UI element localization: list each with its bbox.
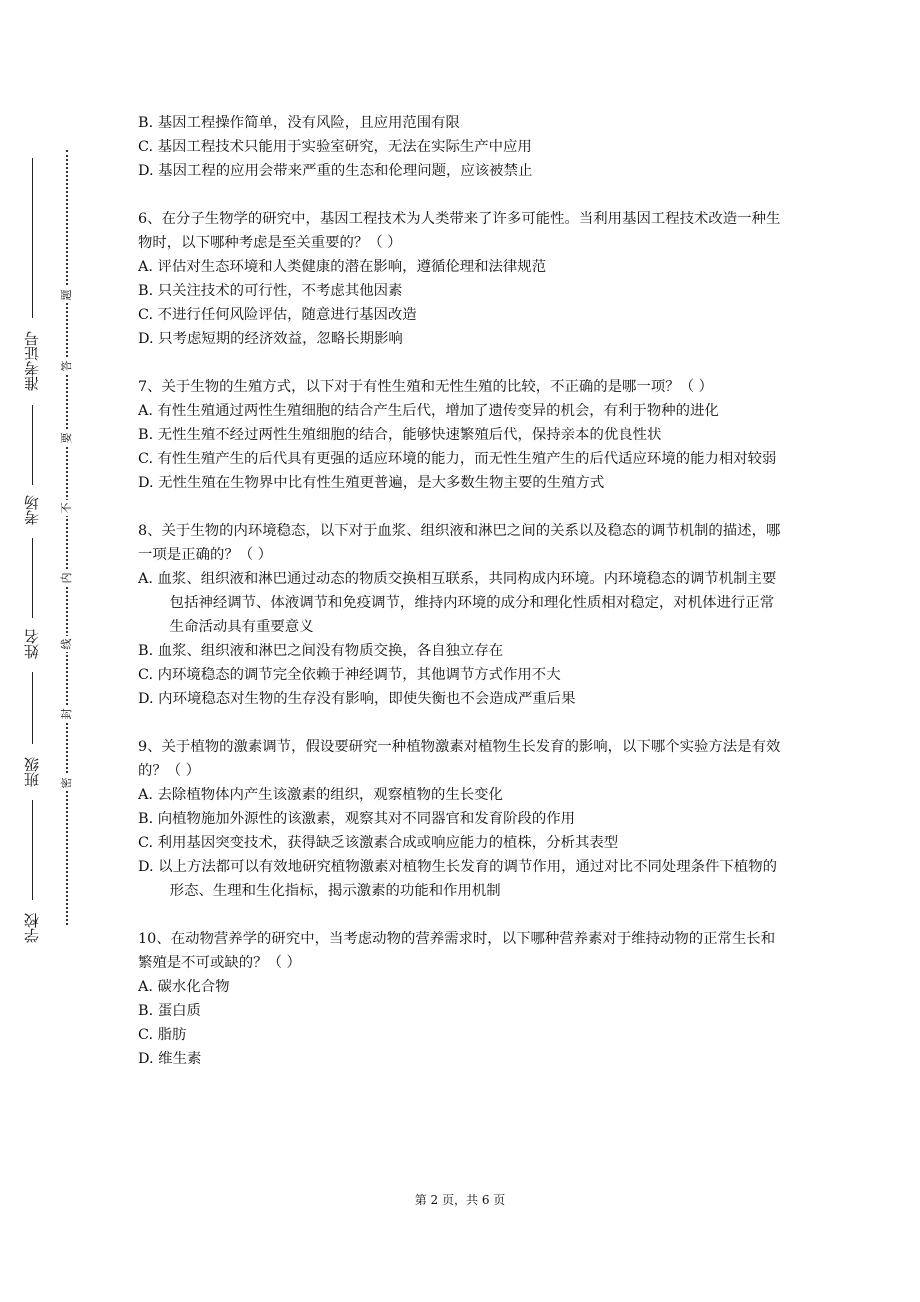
option-d: D. 以上方法都可以有效地研究植物激素对植物生长发育的调节作用，通过对比不同处理条件下植物的形态、生理和生化指标，揭示激素的功能和作用机制	[138, 859, 777, 899]
field-underline	[32, 538, 33, 618]
seal-char: 不	[59, 500, 75, 516]
option-d: D. 内环境稳态对生物的生存没有影响，即使失衡也不会造成严重后果	[138, 691, 576, 707]
option-d: D. 基因工程的应用会带来严重的生态和伦理问题，应该被禁止	[138, 163, 533, 179]
field-label-name: 姓名	[23, 629, 41, 659]
question-6	[138, 207, 783, 351]
seal-char: 内	[59, 570, 75, 586]
field-label-class: 班级	[23, 757, 41, 787]
question-stem: 6、在分子生物学的研究中，基因工程技术为人类带来了许多可能性。当利用基因工程技术改造一种生物时，以下哪种考虑是至关重要的？（ ）	[138, 211, 781, 251]
field-underline	[32, 800, 33, 900]
question-8	[138, 519, 783, 711]
option-b: B. 血浆、组织液和淋巴之间没有物质交换，各自独立存在	[138, 643, 504, 659]
option-b: B. 蛋白质	[138, 1003, 201, 1019]
option-c: C. 不进行任何风险评估，随意进行基因改造	[138, 307, 417, 323]
question-10	[138, 927, 783, 1071]
question-9	[138, 735, 783, 903]
option-a: A. 去除植物体内产生该激素的组织，观察植物的生长变化	[138, 787, 503, 803]
seal-dotted-line	[66, 150, 68, 925]
option-c: C. 脂肪	[138, 1027, 187, 1043]
option-d: D. 只考虑短期的经济效益，忽略长期影响	[138, 331, 403, 347]
option-a: A. 有性生殖通过两性生殖细胞的结合产生后代，增加了遗传变异的机会，有利于物种的进化	[138, 403, 719, 419]
seal-char: 密	[59, 775, 75, 791]
option-d: D. 无性生殖在生物界中比有性生殖更普遍，是大多数生物主要的生殖方式	[138, 475, 605, 491]
question-content	[138, 111, 783, 1095]
question-stem: 8、关于生物的内环境稳态，以下对于血浆、组织液和淋巴之间的关系以及稳态的调节机制的描述，哪一项是正确的？（ ）	[138, 523, 781, 563]
seal-char: 要	[59, 430, 75, 446]
option-c: C. 有性生殖产生的后代具有更强的适应环境的能力，而无性生殖产生的后代适应环境的能力相对较弱	[138, 451, 777, 467]
field-label-exam-room: 考场	[23, 495, 41, 525]
option-c: C. 利用基因突变技术，获得缺乏该激素合成或响应能力的植株，分析其表型	[138, 835, 619, 851]
option-d: D. 维生素	[138, 1051, 202, 1067]
field-label-exam-number: 准考证号	[23, 331, 41, 391]
field-label-school: 学校	[23, 913, 41, 943]
field-underline	[32, 672, 33, 744]
option-c: C. 内环境稳态的调节完全依赖于神经调节，其他调节方式作用不大	[138, 667, 561, 683]
question-stem: 10、在动物营养学的研究中，当考虑动物的营养需求时，以下哪种营养素对于维持动物的正常生长和繁殖是不可或缺的？（ ）	[138, 931, 776, 971]
page-footer	[0, 1190, 920, 1210]
page-number: 第 2 页，共 6 页	[414, 1193, 506, 1207]
field-underline	[32, 158, 33, 318]
option-c: C. 基因工程技术只能用于实验室研究，无法在实际生产中应用	[138, 139, 532, 155]
option-a: A. 碳水化合物	[138, 979, 230, 995]
field-underline	[32, 405, 33, 485]
option-b: B. 基因工程操作简单，没有风险，且应用范围有限	[138, 115, 460, 131]
question-stem: 9、关于植物的激素调节，假设要研究一种植物激素对植物生长发育的影响，以下哪个实验方法是有效的？（ ）	[138, 739, 781, 779]
question-7	[138, 375, 783, 495]
option-b: B. 只关注技术的可行性，不考虑其他因素	[138, 283, 403, 299]
option-a: A. 血浆、组织液和淋巴通过动态的物质交换相互联系，共同构成内环境。内环境稳态的调节机制主要包括神经调节、体液调节和免疫调节，维持内环境的成分和理化性质相对稳定，对机体进行正常生命活动具有重要意义	[138, 571, 777, 635]
binding-margin	[0, 0, 110, 1302]
seal-char: 题	[59, 287, 75, 303]
question-stem: 7、关于生物的生殖方式，以下对于有性生殖和无性生殖的比较，不正确的是哪一项？（ ）	[138, 379, 713, 395]
seal-char: 答	[59, 358, 75, 374]
seal-char: 封	[59, 706, 75, 722]
continued-question-options	[138, 111, 783, 183]
option-b: B. 无性生殖不经过两性生殖细胞的结合，能够快速繁殖后代，保持亲本的优良性状	[138, 427, 662, 443]
option-a: A. 评估对生态环境和人类健康的潜在影响，遵循伦理和法律规范	[138, 259, 547, 275]
option-b: B. 向植物施加外源性的该激素，观察其对不同器官和发育阶段的作用	[138, 811, 576, 827]
seal-char: 线	[59, 636, 75, 652]
